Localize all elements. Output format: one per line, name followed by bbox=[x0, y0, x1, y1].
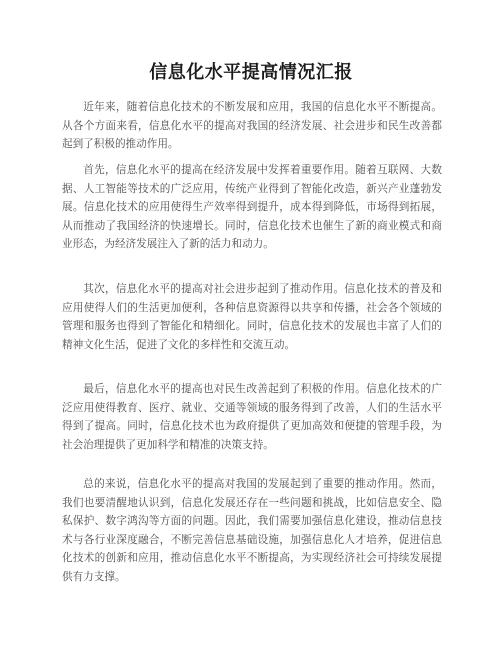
document-title: 信息化水平提高情况汇报 bbox=[149, 62, 353, 83]
paragraph-intro: 近年来，随着信息化技术的不断发展和应用，我国的信息化水平不断提高。从各个方面来看，信息化水平的提高对我国的经济发展、社会进步和民生改善都起到了积极的推动作用。 bbox=[62, 101, 442, 150]
paragraph-economy: 首先，信息化水平的提高在经济发展中发挥着重要作用。随着互联网、大数据、人工智能等技术的广泛应用，传统产业得到了智能化改造，新兴产业蓬勃发展。信息化技术的应用使得生产效率得到提升，成本得到降低，市场得到拓展，从而推动了我国经济的快速增长。同时，信息化技术也催生了新的商业模式和商业形态，为经济发展注入了新的活力和动力。 bbox=[62, 164, 442, 250]
paragraph-livelihood: 最后，信息化水平的提高也对民生改善起到了积极的作用。信息化技术的广泛应用使得教育、医疗、就业、交通等领域的服务得到了改善，人们的生活水平得到了提高。同时，信息化技术也为政府提供了更加高效和便捷的管理手段，为社会治理提供了更加科学和精准的决策支持。 bbox=[62, 383, 442, 451]
paragraph-society: 其次，信息化水平的提高对社会进步起到了推动作用。信息化技术的普及和应用使得人们的生活更加便利，各种信息资源得以共享和传播，社会各个领域的管理和服务也得到了智能化和精细化。同时，信息化技术的发展也丰富了人们的精神文化生活，促进了文化的多样性和交流互动。 bbox=[62, 283, 442, 351]
paragraph-conclusion: 总的来说，信息化水平的提高对我国的发展起到了重要的推动作用。然而，我们也要清醒地认识到，信息化发展还存在一些问题和挑战，比如信息安全、隐私保护、数字鸿沟等方面的问题。因此，我们需要加强信息化建设，推动信息技术与各行业深度融合，不断完善信息基础设施，加强信息化人才培养，促进信息化技术的创新和应用，推动信息化水平不断提高，为实现经济社会可持续发展提供有力支撑。 bbox=[62, 478, 442, 583]
